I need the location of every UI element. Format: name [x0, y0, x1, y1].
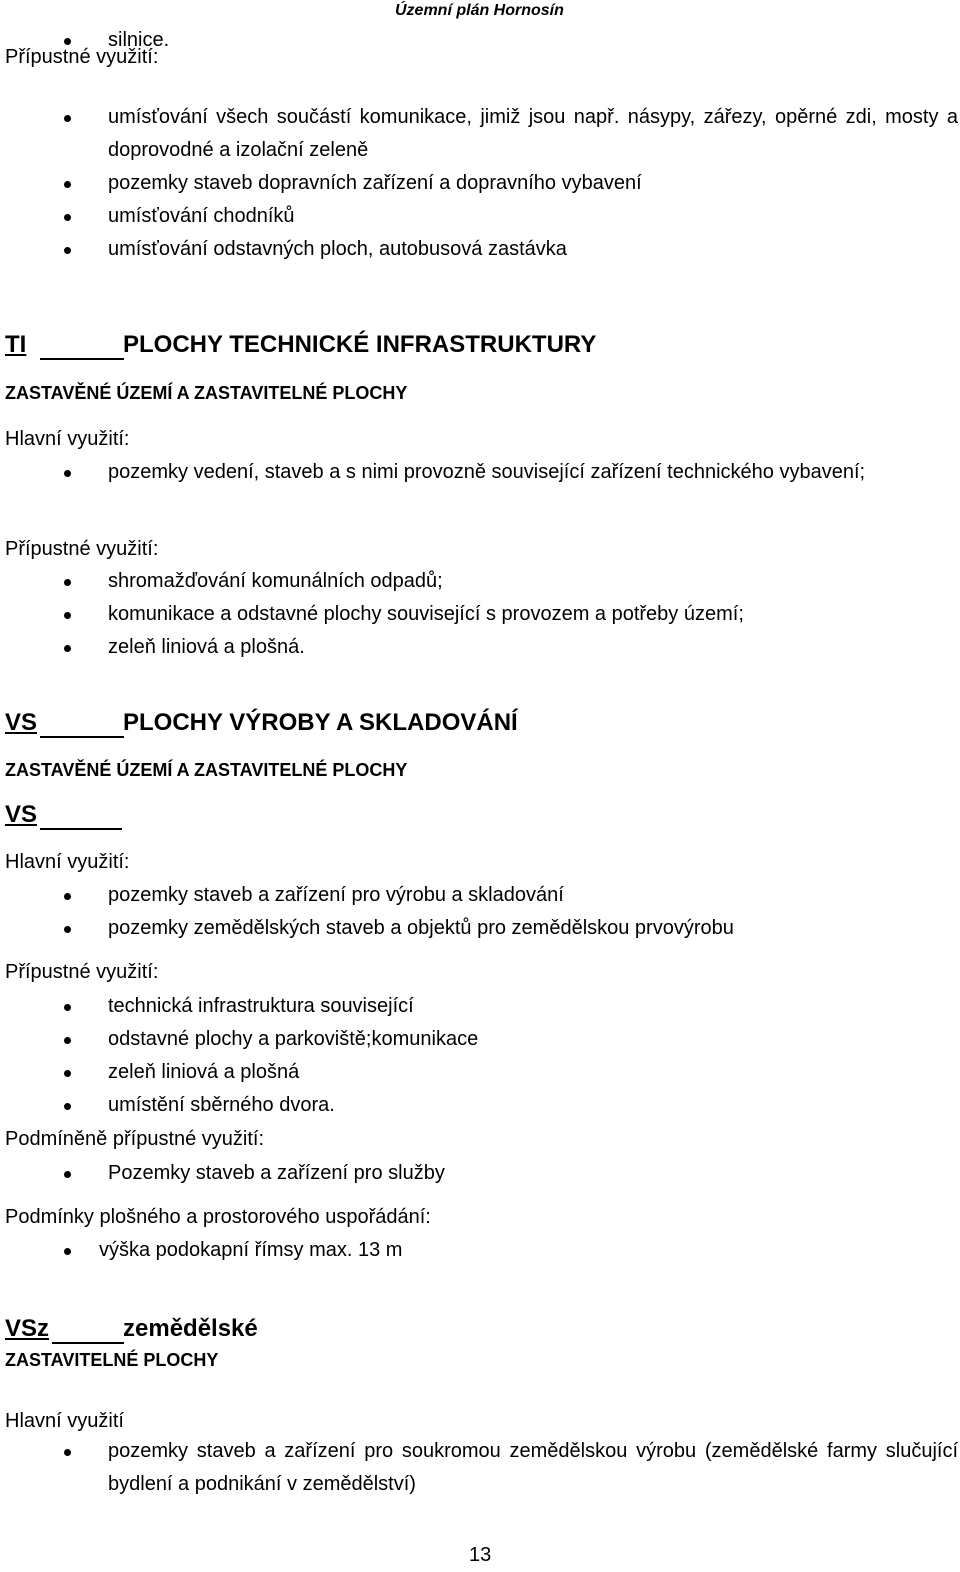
document-header-title: Územní plán Hornosín [395, 2, 564, 19]
bullet-icon [64, 645, 71, 652]
zone-label: ZASTAVITELNÉ PLOCHY [5, 1350, 219, 1370]
main-use-label: Hlavní využití [5, 1410, 124, 1432]
section-code-vs: VS [5, 709, 38, 736]
top-permitted-list [0, 101, 958, 266]
permitted-use-label: Přípustné využití: [5, 538, 159, 560]
vs-main-list [0, 879, 958, 945]
list-item-text: silnice. [108, 29, 170, 51]
permitted-use-label: Přípustné využití: [5, 961, 159, 983]
conditional-use-label: Podmíněně přípustné využití: [5, 1128, 265, 1150]
list-item-text: pozemky vedení, staveb a s nimi provozně související zařízení technického vybavení; [108, 461, 866, 483]
bullet-icon [64, 181, 71, 188]
section-code-rule [40, 736, 124, 738]
list-item-text: zeleň liniová a plošná. [108, 636, 305, 658]
section-code-vsz: VSz [5, 1315, 50, 1342]
section-code-rule [40, 358, 124, 360]
bullet-icon [64, 1248, 71, 1255]
list-item [0, 1089, 958, 1122]
section-code-ti: TI [5, 331, 27, 358]
bullet-icon [64, 893, 71, 900]
list-item [0, 101, 958, 167]
bullet-icon [64, 1004, 71, 1011]
list-item [0, 598, 958, 631]
permitted-use-label: Přípustné využití: [5, 46, 159, 68]
bullet-icon [64, 247, 71, 254]
section-title-vs: PLOCHY VÝROBY A SKLADOVÁNÍ [123, 709, 518, 736]
section-title-vsz: zemědělské [123, 1315, 258, 1342]
main-use-label: Hlavní využití: [5, 851, 130, 873]
subsection-code-vs: VS [5, 801, 38, 828]
list-item-text: umísťování odstavných ploch, autobusová zastávka [108, 238, 567, 260]
list-item-text: odstavné plochy a parkoviště;komunikace [108, 1028, 479, 1050]
bullet-icon [64, 1070, 71, 1077]
section-title-ti: PLOCHY TECHNICKÉ INFRASTRUKTURY [123, 331, 597, 358]
vs-conditions-list [0, 1234, 958, 1267]
list-item-text: pozemky staveb dopravních zařízení a dopravního vybavení [108, 172, 642, 194]
list-item [0, 233, 958, 266]
list-item [0, 879, 958, 912]
bullet-icon [64, 926, 71, 933]
list-item-text: výška podokapní římsy max. 13 m [99, 1239, 403, 1261]
vs-conditional-list [0, 1157, 958, 1190]
list-item [0, 565, 958, 598]
list-item-text: komunikace a odstavné plochy související s provozem a potřeby území; [108, 603, 744, 625]
zone-label: ZASTAVĚNÉ ÚZEMÍ A ZASTAVITELNÉ PLOCHY [5, 383, 408, 403]
section-code-rule [52, 1342, 124, 1344]
ti-permitted-list [0, 565, 958, 664]
subsection-code-rule [40, 828, 122, 830]
conditions-label: Podmínky plošného a prostorového uspořádání: [5, 1206, 431, 1228]
zone-label: ZASTAVĚNÉ ÚZEMÍ A ZASTAVITELNÉ PLOCHY [5, 760, 408, 780]
page-number: 13 [469, 1544, 492, 1566]
bullet-icon [64, 1037, 71, 1044]
list-item-text: umísťování všech součástí komunikace, jimiž jsou např. násypy, zářezy, opěrné zdi, mosty a doprovodné a izolační zeleně [108, 106, 958, 161]
bullet-icon [64, 1103, 71, 1110]
ti-main-list [0, 456, 958, 489]
list-item-text: umísťování chodníků [108, 205, 295, 227]
list-item-text: umístění sběrného dvora. [108, 1094, 335, 1116]
list-item [0, 631, 958, 664]
bullet-icon [64, 1449, 71, 1456]
list-item [0, 456, 958, 489]
main-use-label: Hlavní využití: [5, 428, 130, 450]
list-item [0, 1023, 958, 1056]
bullet-icon [64, 1171, 71, 1178]
bullet-icon [64, 612, 71, 619]
bullet-icon [64, 579, 71, 586]
list-item-text: zeleň liniová a plošná [108, 1061, 300, 1083]
list-item-text: pozemky staveb a zařízení pro soukromou zemědělskou výrobu (zemědělské farmy slučující bydlení a podnikání v zemědělství) [108, 1440, 958, 1495]
list-item [0, 200, 958, 233]
list-item [0, 912, 958, 945]
list-item [0, 990, 958, 1023]
list-item-text: shromažďování komunálních odpadů; [108, 570, 443, 592]
list-item [0, 1157, 958, 1190]
bullet-icon [64, 214, 71, 221]
list-item [0, 167, 958, 200]
vsz-main-list [0, 1435, 958, 1501]
list-item [0, 1234, 958, 1267]
list-item-text: technická infrastruktura související [108, 995, 414, 1017]
list-item-text: pozemky zemědělských staveb a objektů pro zemědělskou prvovýrobu [108, 917, 734, 939]
bullet-icon [64, 470, 71, 477]
list-item [0, 1435, 958, 1501]
list-item-text: Pozemky staveb a zařízení pro služby [108, 1162, 445, 1184]
vs-permitted-list [0, 990, 958, 1122]
bullet-icon [64, 115, 71, 122]
list-item-text: pozemky staveb a zařízení pro výrobu a skladování [108, 884, 564, 906]
list-item [0, 1056, 958, 1089]
